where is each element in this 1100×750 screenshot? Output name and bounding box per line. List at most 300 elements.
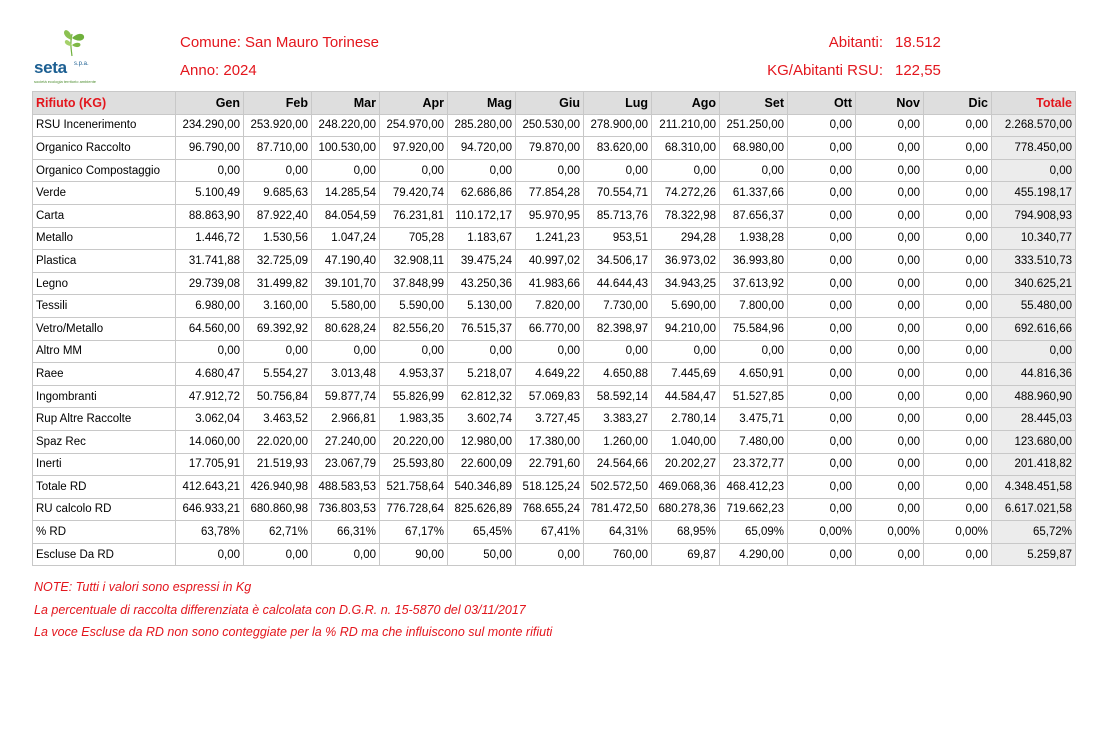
table-cell: 781.472,50	[584, 498, 652, 521]
table-cell: 0,00	[788, 182, 856, 205]
table-cell: 78.322,98	[652, 204, 720, 227]
table-cell: 0,00	[856, 363, 924, 386]
table-row	[33, 204, 1076, 227]
table-cell: 96.790,00	[176, 137, 244, 160]
table-cell: 29.739,08	[176, 272, 244, 295]
column-header: Ott	[788, 92, 856, 115]
table-cell: 87.656,37	[720, 204, 788, 227]
table-cell: 0,00	[788, 114, 856, 137]
table-cell: 47.190,40	[312, 250, 380, 273]
table-cell: 58.592,14	[584, 385, 652, 408]
anno-line	[180, 62, 257, 79]
row-label: Organico Raccolto	[33, 137, 176, 160]
table-cell: 0,00	[788, 137, 856, 160]
table-row	[33, 476, 1076, 499]
table-row	[33, 498, 1076, 521]
table-cell: 65,45%	[448, 521, 516, 544]
table-cell: 3.013,48	[312, 363, 380, 386]
table-cell: 22.791,60	[516, 453, 584, 476]
table-cell: 521.758,64	[380, 476, 448, 499]
table-cell: 17.380,00	[516, 430, 584, 453]
table-cell: 23.372,77	[720, 453, 788, 476]
table-cell: 0,00	[924, 498, 992, 521]
column-header: Feb	[244, 92, 312, 115]
table-cell: 7.480,00	[720, 430, 788, 453]
table-cell: 5.690,00	[652, 295, 720, 318]
table-cell: 68.310,00	[652, 137, 720, 160]
table-cell: 0,00	[924, 250, 992, 273]
table-cell: 0,00	[788, 476, 856, 499]
table-cell: 66,31%	[312, 521, 380, 544]
table-cell: 123.680,00	[992, 430, 1076, 453]
column-header: Dic	[924, 92, 992, 115]
table-cell: 0,00	[720, 159, 788, 182]
table-cell: 88.863,90	[176, 204, 244, 227]
table-cell: 65,72%	[992, 521, 1076, 544]
row-label: Metallo	[33, 227, 176, 250]
table-cell: 0,00	[788, 159, 856, 182]
table-cell: 0,00	[856, 137, 924, 160]
table-cell: 0,00	[924, 453, 992, 476]
table-cell: 59.877,74	[312, 385, 380, 408]
table-cell: 518.125,24	[516, 476, 584, 499]
table-cell: 0,00	[856, 543, 924, 566]
table-cell: 0,00	[244, 159, 312, 182]
row-label: RSU Incenerimento	[33, 114, 176, 137]
table-cell: 0,00	[788, 430, 856, 453]
table-cell: 17.705,91	[176, 453, 244, 476]
table-cell: 0,00	[312, 543, 380, 566]
table-cell: 0,00	[788, 317, 856, 340]
table-cell: 36.973,02	[652, 250, 720, 273]
table-cell: 0,00	[856, 317, 924, 340]
table-cell: 248.220,00	[312, 114, 380, 137]
table-cell: 0,00%	[924, 521, 992, 544]
table-cell: 0,00	[788, 453, 856, 476]
table-cell: 110.172,17	[448, 204, 516, 227]
table-cell: 760,00	[584, 543, 652, 566]
anno-label: Anno:	[180, 62, 220, 79]
table-cell: 39.101,70	[312, 272, 380, 295]
table-cell: 37.848,99	[380, 272, 448, 295]
table-cell: 692.616,66	[992, 317, 1076, 340]
table-cell: 32.725,09	[244, 250, 312, 273]
table-cell: 0,00	[924, 204, 992, 227]
table-cell: 0,00	[788, 498, 856, 521]
table-cell: 0,00	[176, 159, 244, 182]
table-cell: 0,00	[924, 114, 992, 137]
column-header: Rifiuto (KG)	[33, 92, 176, 115]
table-cell: 4.953,37	[380, 363, 448, 386]
table-cell: 22.020,00	[244, 430, 312, 453]
comune-value: San Mauro Torinese	[245, 34, 380, 51]
table-row	[33, 272, 1076, 295]
table-cell: 5.554,27	[244, 363, 312, 386]
table-cell: 778.450,00	[992, 137, 1076, 160]
table-cell: 488.960,90	[992, 385, 1076, 408]
table-cell: 285.280,00	[448, 114, 516, 137]
table-cell: 70.554,71	[584, 182, 652, 205]
table-cell: 0,00	[856, 204, 924, 227]
table-cell: 705,28	[380, 227, 448, 250]
table-cell: 12.980,00	[448, 430, 516, 453]
table-cell: 1.938,28	[720, 227, 788, 250]
table-cell: 3.383,27	[584, 408, 652, 431]
table-cell: 736.803,53	[312, 498, 380, 521]
abitanti-value: 18.512	[895, 34, 941, 51]
table-cell: 75.584,96	[720, 317, 788, 340]
row-label: Inerti	[33, 453, 176, 476]
table-cell: 3.602,74	[448, 408, 516, 431]
table-cell: 3.727,45	[516, 408, 584, 431]
table-cell: 0,00	[584, 340, 652, 363]
table-cell: 27.240,00	[312, 430, 380, 453]
table-cell: 0,00	[788, 250, 856, 273]
table-cell: 0,00	[856, 498, 924, 521]
column-header: Ago	[652, 92, 720, 115]
table-cell: 0,00	[720, 340, 788, 363]
table-row	[33, 521, 1076, 544]
table-cell: 0,00	[856, 272, 924, 295]
table-cell: 76.515,37	[448, 317, 516, 340]
table-cell: 4.649,22	[516, 363, 584, 386]
column-header: Mar	[312, 92, 380, 115]
table-cell: 84.054,59	[312, 204, 380, 227]
table-cell: 251.250,00	[720, 114, 788, 137]
table-cell: 0,00	[788, 227, 856, 250]
table-cell: 34.943,25	[652, 272, 720, 295]
table-cell: 0,00%	[856, 521, 924, 544]
table-cell: 57.069,83	[516, 385, 584, 408]
table-body	[33, 114, 1076, 566]
table-cell: 0,00	[788, 408, 856, 431]
waste-table	[32, 91, 1076, 566]
column-header: Giu	[516, 92, 584, 115]
table-cell: 0,00	[856, 159, 924, 182]
table-cell: 0,00	[924, 408, 992, 431]
table-cell: 0,00	[312, 340, 380, 363]
table-cell: 94.720,00	[448, 137, 516, 160]
table-cell: 0,00	[924, 182, 992, 205]
table-cell: 5.130,00	[448, 295, 516, 318]
table-cell: 0,00	[924, 476, 992, 499]
table-cell: 646.933,21	[176, 498, 244, 521]
table-cell: 1.047,24	[312, 227, 380, 250]
table-cell: 0,00	[448, 340, 516, 363]
abitanti-label: Abitanti:	[828, 34, 883, 51]
table-cell: 0,00	[924, 272, 992, 295]
table-cell: 83.620,00	[584, 137, 652, 160]
table-cell: 0,00	[380, 340, 448, 363]
table-cell: 9.685,63	[244, 182, 312, 205]
table-cell: 3.062,04	[176, 408, 244, 431]
table-cell: 0,00	[924, 363, 992, 386]
table-cell: 47.912,72	[176, 385, 244, 408]
table-cell: 0,00	[856, 182, 924, 205]
table-cell: 0,00	[652, 159, 720, 182]
table-cell: 79.870,00	[516, 137, 584, 160]
table-cell: 67,17%	[380, 521, 448, 544]
table-cell: 3.160,00	[244, 295, 312, 318]
row-label: Altro MM	[33, 340, 176, 363]
row-label: Plastica	[33, 250, 176, 273]
table-cell: 32.908,11	[380, 250, 448, 273]
table-cell: 0,00	[856, 250, 924, 273]
table-cell: 51.527,85	[720, 385, 788, 408]
table-cell: 14.060,00	[176, 430, 244, 453]
table-cell: 2.966,81	[312, 408, 380, 431]
table-row	[33, 159, 1076, 182]
table-cell: 79.420,74	[380, 182, 448, 205]
table-row	[33, 453, 1076, 476]
column-header: Lug	[584, 92, 652, 115]
table-cell: 55.826,99	[380, 385, 448, 408]
table-cell: 1.241,23	[516, 227, 584, 250]
table-cell: 7.445,69	[652, 363, 720, 386]
table-cell: 66.770,00	[516, 317, 584, 340]
table-cell: 3.475,71	[720, 408, 788, 431]
column-header: Mag	[448, 92, 516, 115]
table-cell: 0,00	[244, 543, 312, 566]
table-cell: 0,00	[516, 543, 584, 566]
table-cell: 100.530,00	[312, 137, 380, 160]
table-row	[33, 250, 1076, 273]
table-cell: 80.628,24	[312, 317, 380, 340]
table-cell: 488.583,53	[312, 476, 380, 499]
row-label: Vetro/Metallo	[33, 317, 176, 340]
table-cell: 44.644,43	[584, 272, 652, 295]
table-cell: 62.812,32	[448, 385, 516, 408]
logo-wordmark: seta	[34, 58, 67, 77]
table-cell: 69,87	[652, 543, 720, 566]
table-cell: 1.183,67	[448, 227, 516, 250]
table-cell: 0,00	[992, 159, 1076, 182]
row-label: Rup Altre Raccolte	[33, 408, 176, 431]
table-cell: 211.210,00	[652, 114, 720, 137]
table-cell: 21.519,93	[244, 453, 312, 476]
table-row	[33, 137, 1076, 160]
note-escluse: La voce Escluse da RD non sono conteggiate per la % RD ma che influiscono sul monte rifiuti	[34, 625, 553, 639]
table-cell: 0,00	[924, 543, 992, 566]
table-cell: 5.100,49	[176, 182, 244, 205]
comune-line	[180, 34, 379, 51]
table-cell: 0,00%	[788, 521, 856, 544]
table-cell: 468.412,23	[720, 476, 788, 499]
kg-abitanti-label: KG/Abitanti RSU:	[767, 62, 883, 79]
table-cell: 0,00	[788, 385, 856, 408]
row-label: Organico Compostaggio	[33, 159, 176, 182]
table-cell: 4.650,91	[720, 363, 788, 386]
table-cell: 0,00	[788, 340, 856, 363]
table-cell: 50.756,84	[244, 385, 312, 408]
table-cell: 502.572,50	[584, 476, 652, 499]
table-cell: 65,09%	[720, 521, 788, 544]
table-cell: 97.920,00	[380, 137, 448, 160]
table-cell: 40.997,02	[516, 250, 584, 273]
table-cell: 31.499,82	[244, 272, 312, 295]
table-cell: 31.741,88	[176, 250, 244, 273]
table-cell: 0,00	[788, 543, 856, 566]
table-cell: 0,00	[856, 295, 924, 318]
table-cell: 776.728,64	[380, 498, 448, 521]
table-cell: 44.816,36	[992, 363, 1076, 386]
table-cell: 0,00	[856, 408, 924, 431]
table-cell: 90,00	[380, 543, 448, 566]
table-cell: 25.593,80	[380, 453, 448, 476]
table-cell: 0,00	[176, 543, 244, 566]
table-cell: 50,00	[448, 543, 516, 566]
table-cell: 0,00	[924, 430, 992, 453]
table-cell: 22.600,09	[448, 453, 516, 476]
table-cell: 37.613,92	[720, 272, 788, 295]
table-cell: 39.475,24	[448, 250, 516, 273]
table-cell: 234.290,00	[176, 114, 244, 137]
table-cell: 680.278,36	[652, 498, 720, 521]
table-cell: 426.940,98	[244, 476, 312, 499]
table-cell: 5.259,87	[992, 543, 1076, 566]
table-cell: 0,00	[584, 159, 652, 182]
kg-abitanti-value: 122,55	[895, 62, 941, 79]
table-cell: 0,00	[856, 385, 924, 408]
table-cell: 201.418,82	[992, 453, 1076, 476]
logo-suffix: s.p.a.	[74, 61, 89, 67]
row-label: Totale RD	[33, 476, 176, 499]
row-label: Raee	[33, 363, 176, 386]
table-cell: 0,00	[856, 476, 924, 499]
table-cell: 0,00	[788, 204, 856, 227]
table-cell: 0,00	[924, 317, 992, 340]
column-header: Totale	[992, 92, 1076, 115]
column-header: Apr	[380, 92, 448, 115]
comune-label: Comune:	[180, 34, 241, 51]
table-cell: 64,31%	[584, 521, 652, 544]
table-cell: 540.346,89	[448, 476, 516, 499]
table-cell: 43.250,36	[448, 272, 516, 295]
table-cell: 0,00	[380, 159, 448, 182]
table-cell: 5.590,00	[380, 295, 448, 318]
column-header: Set	[720, 92, 788, 115]
table-cell: 825.626,89	[448, 498, 516, 521]
table-cell: 0,00	[652, 340, 720, 363]
table-cell: 294,28	[652, 227, 720, 250]
logo-tagline: società ecologia territorio ambiente	[34, 79, 97, 84]
table-cell: 68.980,00	[720, 137, 788, 160]
table-cell: 36.993,80	[720, 250, 788, 273]
row-label: Ingombranti	[33, 385, 176, 408]
row-label: Escluse Da RD	[33, 543, 176, 566]
table-row	[33, 227, 1076, 250]
table-cell: 85.713,76	[584, 204, 652, 227]
table-cell: 62.686,86	[448, 182, 516, 205]
table-cell: 1.983,35	[380, 408, 448, 431]
table-row	[33, 385, 1076, 408]
table-cell: 1.040,00	[652, 430, 720, 453]
table-cell: 1.530,56	[244, 227, 312, 250]
table-cell: 0,00	[516, 340, 584, 363]
table-cell: 0,00	[992, 340, 1076, 363]
table-row	[33, 295, 1076, 318]
table-cell: 455.198,17	[992, 182, 1076, 205]
row-label: Spaz Rec	[33, 430, 176, 453]
table-cell: 0,00	[856, 340, 924, 363]
table-cell: 768.655,24	[516, 498, 584, 521]
table-row	[33, 408, 1076, 431]
table-cell: 5.580,00	[312, 295, 380, 318]
table-cell: 4.680,47	[176, 363, 244, 386]
table-cell: 0,00	[924, 340, 992, 363]
seta-logo	[34, 28, 114, 84]
table-cell: 41.983,66	[516, 272, 584, 295]
table-cell: 1.446,72	[176, 227, 244, 250]
table-cell: 253.920,00	[244, 114, 312, 137]
butterfly-leaf-icon	[58, 28, 88, 58]
table-cell: 0,00	[856, 453, 924, 476]
row-label: Verde	[33, 182, 176, 205]
table-cell: 2.780,14	[652, 408, 720, 431]
table-cell: 4.650,88	[584, 363, 652, 386]
column-header: Gen	[176, 92, 244, 115]
table-cell: 67,41%	[516, 521, 584, 544]
table-cell: 94.210,00	[652, 317, 720, 340]
table-cell: 719.662,23	[720, 498, 788, 521]
table-cell: 250.530,00	[516, 114, 584, 137]
table-cell: 0,00	[788, 363, 856, 386]
table-cell: 20.220,00	[380, 430, 448, 453]
table-cell: 7.820,00	[516, 295, 584, 318]
table-cell: 254.970,00	[380, 114, 448, 137]
table-cell: 44.584,47	[652, 385, 720, 408]
anno-value: 2024	[223, 62, 257, 79]
row-label: % RD	[33, 521, 176, 544]
row-label: RU calcolo RD	[33, 498, 176, 521]
table-cell: 10.340,77	[992, 227, 1076, 250]
table-cell: 0,00	[924, 385, 992, 408]
table-cell: 24.564,66	[584, 453, 652, 476]
note-kg: NOTE: Tutti i valori sono espressi in Kg	[34, 580, 252, 594]
table-cell: 0,00	[924, 295, 992, 318]
table-cell: 76.231,81	[380, 204, 448, 227]
table-row	[33, 363, 1076, 386]
table-cell: 69.392,92	[244, 317, 312, 340]
table-cell: 0,00	[788, 295, 856, 318]
table-cell: 14.285,54	[312, 182, 380, 205]
table-cell: 68,95%	[652, 521, 720, 544]
row-label: Tessili	[33, 295, 176, 318]
table-cell: 278.900,00	[584, 114, 652, 137]
table-cell: 6.617.021,58	[992, 498, 1076, 521]
table-cell: 0,00	[312, 159, 380, 182]
table-cell: 1.260,00	[584, 430, 652, 453]
table-cell: 95.970,95	[516, 204, 584, 227]
table-cell: 34.506,17	[584, 250, 652, 273]
table-row	[33, 317, 1076, 340]
table-cell: 28.445,03	[992, 408, 1076, 431]
table-cell: 7.800,00	[720, 295, 788, 318]
table-cell: 0,00	[856, 227, 924, 250]
table-row	[33, 340, 1076, 363]
table-cell: 4.348.451,58	[992, 476, 1076, 499]
table-cell: 4.290,00	[720, 543, 788, 566]
table-cell: 6.980,00	[176, 295, 244, 318]
table-cell: 74.272,26	[652, 182, 720, 205]
notes	[34, 576, 552, 644]
table-header-row	[33, 92, 1076, 115]
table-cell: 23.067,79	[312, 453, 380, 476]
note-dgr: La percentuale di raccolta differenziata è calcolata con D.G.R. n. 15-5870 del 03/11/2017	[34, 602, 526, 617]
table-cell: 412.643,21	[176, 476, 244, 499]
table-cell: 0,00	[516, 159, 584, 182]
table-cell: 0,00	[856, 114, 924, 137]
